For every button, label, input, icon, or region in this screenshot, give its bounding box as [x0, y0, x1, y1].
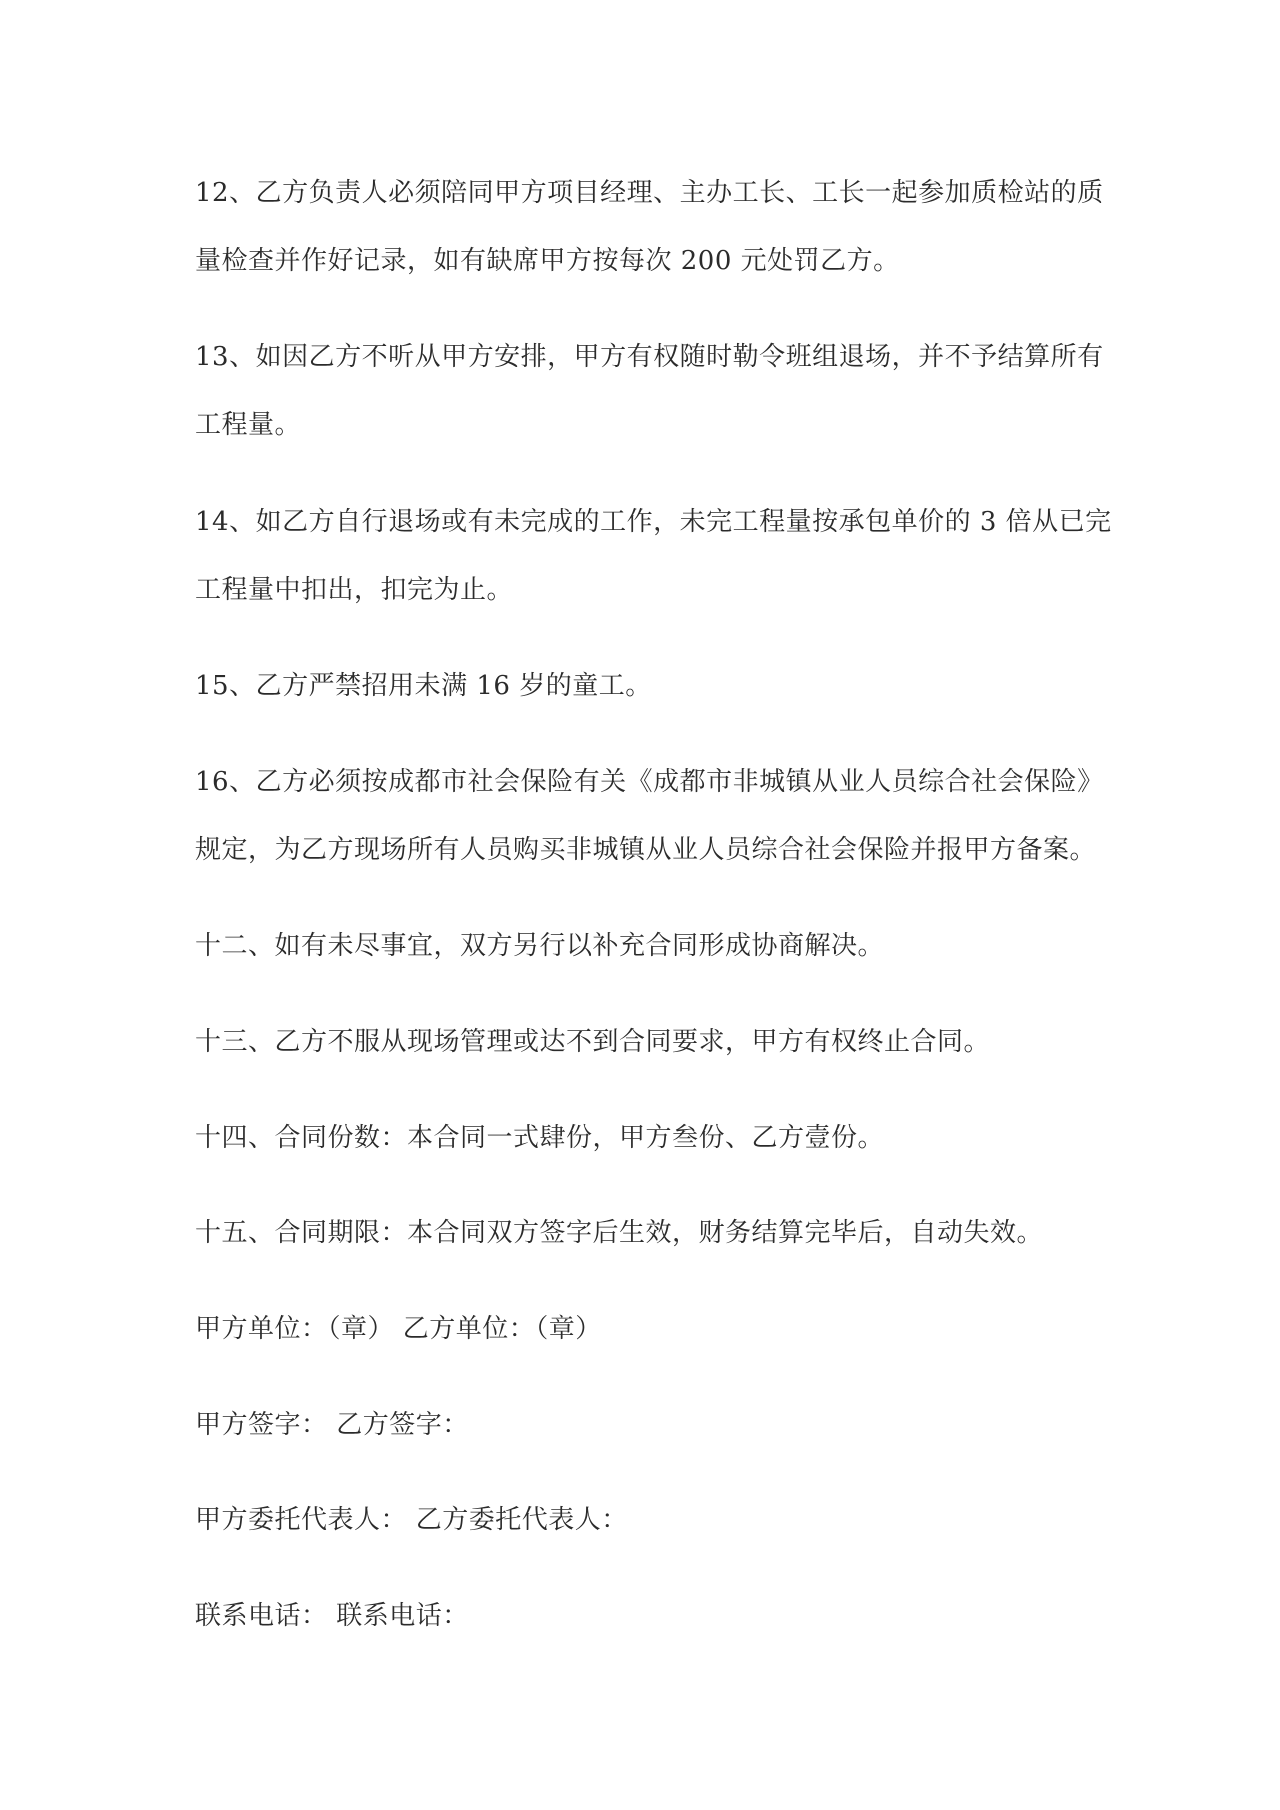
signature-phone-line — [195, 1582, 1095, 1650]
clause-13-line-2: 工程量。 — [195, 410, 302, 440]
clause-shisan — [195, 1008, 1095, 1076]
clause-shiwu-line-1: 十五、合同期限：本合同双方签字后生效，财务结算完毕后，自动失效。 — [195, 1218, 1044, 1248]
clause-14-line-2: 工程量中扣出，扣完为止。 — [195, 575, 514, 605]
phone-line-text: 联系电话： 联系电话： — [195, 1601, 469, 1631]
clause-15 — [195, 652, 1095, 720]
signature-sign-line — [195, 1391, 1095, 1459]
clause-12-line-2: 量检查并作好记录，如有缺席甲方按每次 200 元处罚乙方。 — [195, 246, 900, 276]
clause-shiwu — [195, 1199, 1095, 1267]
clause-16-line-1: 16、乙方必须按成都市社会保险有关《成都市非城镇从业人员综合社会保险》 — [195, 767, 1104, 797]
clause-shier — [195, 912, 1095, 980]
signature-unit-line — [195, 1295, 1095, 1363]
signature-representative-line — [195, 1486, 1095, 1554]
representative-line-text: 甲方委托代表人： 乙方委托代表人： — [195, 1505, 628, 1535]
clause-16-line-2: 规定，为乙方现场所有人员购买非城镇从业人员综合社会保险并报甲方备案。 — [195, 835, 1097, 865]
clause-shisan-line-1: 十三、乙方不服从现场管理或达不到合同要求，甲方有权终止合同。 — [195, 1027, 991, 1057]
clause-14-line-1: 14、如乙方自行退场或有未完成的工作，未完工程量按承包单价的 3 倍从已完 — [195, 507, 1112, 537]
clause-12-line-1: 12、乙方负责人必须陪同甲方项目经理、主办工长、工长一起参加质检站的质 — [195, 178, 1104, 208]
clause-shisi-line-1: 十四、合同份数：本合同一式肆份，甲方叁份、乙方壹份。 — [195, 1123, 885, 1153]
clause-shier-line-1: 十二、如有未尽事宜，双方另行以补充合同形成协商解决。 — [195, 931, 885, 961]
clause-12 — [195, 159, 1104, 295]
clause-14 — [195, 488, 1112, 624]
signature-line-text: 甲方签字： 乙方签字： — [195, 1410, 469, 1440]
clause-13 — [195, 323, 1104, 459]
unit-line-text: 甲方单位：（章） 乙方单位：（章） — [195, 1314, 602, 1344]
clause-13-line-1: 13、如因乙方不听从甲方安排，甲方有权随时勒令班组退场，并不予结算所有 — [195, 342, 1104, 372]
clause-16 — [195, 748, 1104, 884]
clause-shisi — [195, 1104, 1095, 1172]
clause-15-line-1: 15、乙方严禁招用未满 16 岁的童工。 — [195, 671, 652, 701]
